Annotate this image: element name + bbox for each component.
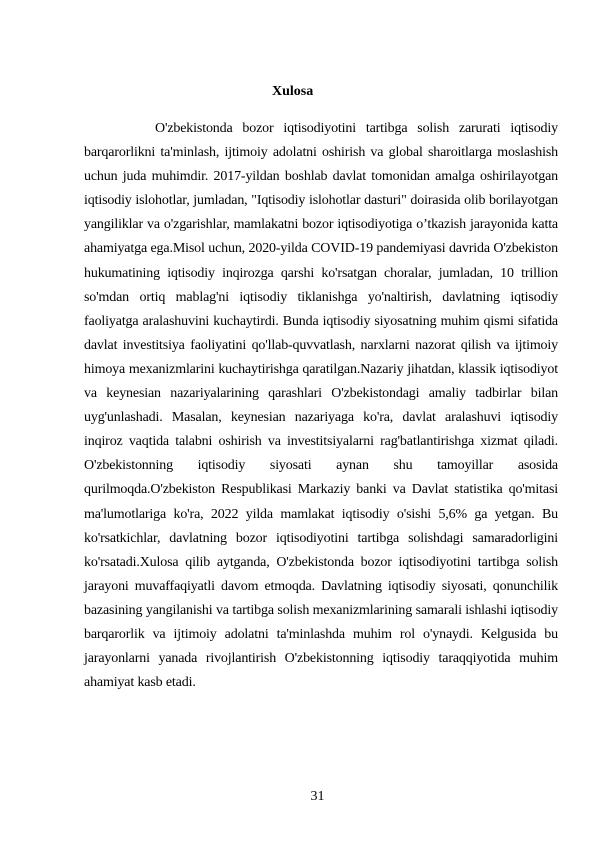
section-title: Xulosa	[272, 84, 314, 99]
body-paragraph: O'zbekistonda bozor iqtisodiyotini tartibga solish zarurati iqtisodiy barqarorlikni ta'minlash, ijtimoiy adolatni oshirish va global sharoitlarga moslashish uchun juda muhimdir. 2017-yildan boshlab davlat tomonidan amalga oshirilayotgan iqtisodiy islohotlar, jumladan, "Iqtisodiy islohotlar dasturi" doirasida olib borilayotgan yangiliklar va o'zgarishlar, mamlakatni bozor iqtisodiyotiga o’tkazish jarayonida katta ahamiyatga ega.Misol uchun, 2020-yilda COVID-19 pandemiyasi davrida O'zbekiston hukumatining iqtisodiy inqirozga qarshi ko'rsatgan choralar, jumladan, 10 trillion so'mdan ortiq mablag'ni iqtisodiy tiklanishga yo'naltirish, davlatning iqtisodiy faoliyatga aralashuvini kuchaytirdi. Bunda iqtisodiy siyosatning muhim qismi sifatida davlat investitsiya faoliyatini qo'llab-quvvatlash, narxlarni nazorat qilish va ijtimoiy himoya mexanizmlarini kuchaytirishga qaratilgan.Nazariy jihatdan, klassik iqtisodiyot va keynesian nazariyalarining qarashlari O'zbekistondagi amaliy tadbirlar bilan uyg'unlashadi. Masalan, keynesian nazariyaga ko'ra, davlat aralashuvi iqtisodiy inqiroz vaqtida talabni oshirish va investitsiyalarni rag'batlantirishga xizmat qiladi. O'zbekistonning iqtisodiy siyosati aynan shu tamoyillar asosida qurilmoqda.O'zbekiston Respublikasi Markaziy banki va Davlat statistika qo'mitasi ma'lumotlariga ko'ra, 2022 yilda mamlakat iqtisodiy o'sishi 5,6% ga yetgan. Bu ko'rsatkichlar, davlatning bozor iqtisodiyotini tartibga solishdagi samaradorligini ko'rsatadi.Xulosa qilib aytganda, O'zbekistonda bozor iqtisodiyotini tartibga solish jarayoni muvaffaqiyatli davom etmoqda. Davlatning iqtisodiy siyosati, qonunchilik bazasining yangilanishi va tartibga solish mexanizmlarining samarali ishlashi iqtisodiy barqarorlik va ijtimoiy adolatni ta'minlashda muhim rol o'ynaydi. Kelgusida bu jarayonlarni yanada rivojlantirish O'zbekistonning iqtisodiy taraqqiyotida muhim ahamiyat kasb etadi.	[84, 121, 558, 691]
page-number: 31	[310, 789, 325, 804]
